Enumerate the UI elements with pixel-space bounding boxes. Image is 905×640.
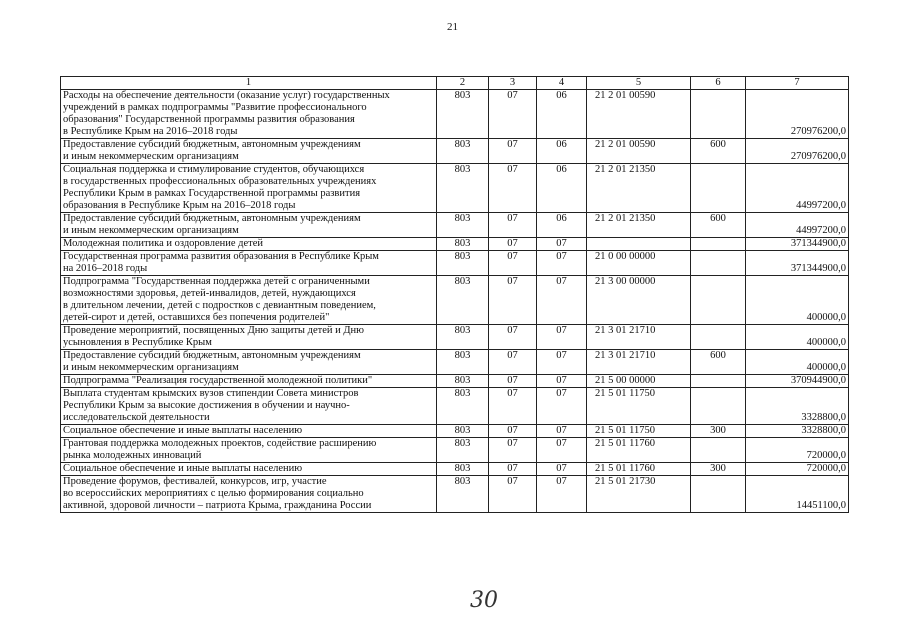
cell-target-article: 21 5 01 11750	[587, 425, 691, 438]
cell-name: Предоставление субсидий бюджетным, автономным учреждениям и иным некоммерческим организациям	[61, 350, 437, 375]
cell-section: 07	[489, 388, 537, 425]
cell-section: 07	[489, 476, 537, 513]
header-col-1: 1	[61, 77, 437, 90]
cell-expense-type: 600	[691, 139, 746, 164]
table-row	[61, 438, 849, 463]
table-row	[61, 425, 849, 438]
cell-amount: 3328800,0	[746, 388, 849, 425]
cell-ministry-code: 803	[437, 213, 489, 238]
cell-name: Подпрограмма "Государственная поддержка детей с ограниченными возможностями здоровья, детей-инвалидов, детей, нуждающихся в длительном лечении, детей с подростков с девиантным поведением, детей-сирот и детей, оставшихся без попечения родителей"	[61, 276, 437, 325]
cell-name: Проведение мероприятий, посвященных Дню защиты детей и Дню усыновления в Республике Крым	[61, 325, 437, 350]
cell-ministry-code: 803	[437, 164, 489, 213]
cell-target-article: 21 2 01 21350	[587, 164, 691, 213]
cell-expense-type	[691, 90, 746, 139]
cell-expense-type	[691, 276, 746, 325]
cell-expense-type: 300	[691, 463, 746, 476]
cell-name: Государственная программа развития образования в Республике Крым на 2016–2018 годы	[61, 251, 437, 276]
table-row	[61, 276, 849, 325]
cell-expense-type	[691, 251, 746, 276]
cell-name: Социальная поддержка и стимулирование студентов, обучающихся в государственных профессиональных образовательных учреждениях Республики Крым в рамках Государственной программы развития образования в Республике Крым на 2016–2018 годы	[61, 164, 437, 213]
table-row	[61, 350, 849, 375]
cell-name: Проведение форумов, фестивалей, конкурсов, игр, участие во всероссийских мероприятиях с целью формирования социально активной, здоровой личности – патриота Крыма, гражданина России	[61, 476, 437, 513]
cell-expense-type	[691, 164, 746, 213]
cell-subsection: 07	[537, 350, 587, 375]
cell-section: 07	[489, 164, 537, 213]
table-row	[61, 375, 849, 388]
cell-name: Выплата студентам крымских вузов стипендии Совета министров Республики Крым за высокие достижения в обучении и научно- исследовательской деятельности	[61, 388, 437, 425]
cell-subsection: 06	[537, 164, 587, 213]
cell-section: 07	[489, 350, 537, 375]
header-col-6: 6	[691, 77, 746, 90]
cell-section: 07	[489, 276, 537, 325]
handwritten-page-mark: 30	[470, 588, 498, 613]
cell-name: Подпрограмма "Реализация государственной молодежной политики"	[61, 375, 437, 388]
table-row	[61, 325, 849, 350]
cell-section: 07	[489, 425, 537, 438]
table-row	[61, 388, 849, 425]
cell-amount: 400000,0	[746, 325, 849, 350]
cell-subsection: 06	[537, 213, 587, 238]
cell-ministry-code: 803	[437, 438, 489, 463]
table-body	[61, 90, 849, 513]
cell-ministry-code: 803	[437, 276, 489, 325]
cell-ministry-code: 803	[437, 476, 489, 513]
cell-expense-type	[691, 375, 746, 388]
cell-target-article: 21 5 01 11750	[587, 388, 691, 425]
cell-ministry-code: 803	[437, 375, 489, 388]
cell-expense-type	[691, 388, 746, 425]
cell-target-article: 21 5 01 21730	[587, 476, 691, 513]
cell-ministry-code: 803	[437, 251, 489, 276]
cell-subsection: 07	[537, 276, 587, 325]
cell-target-article: 21 5 01 11760	[587, 438, 691, 463]
cell-section: 07	[489, 213, 537, 238]
cell-target-article: 21 5 01 11760	[587, 463, 691, 476]
cell-amount: 371344900,0	[746, 251, 849, 276]
cell-amount: 44997200,0	[746, 213, 849, 238]
cell-subsection: 07	[537, 425, 587, 438]
cell-target-article	[587, 238, 691, 251]
cell-target-article: 21 2 01 00590	[587, 90, 691, 139]
cell-target-article: 21 2 01 00590	[587, 139, 691, 164]
cell-expense-type	[691, 325, 746, 350]
cell-amount: 400000,0	[746, 276, 849, 325]
cell-name: Социальное обеспечение и иные выплаты населению	[61, 425, 437, 438]
page-number: 21	[447, 21, 458, 33]
cell-subsection: 06	[537, 139, 587, 164]
cell-expense-type	[691, 438, 746, 463]
cell-expense-type	[691, 476, 746, 513]
table-row	[61, 139, 849, 164]
cell-expense-type: 600	[691, 213, 746, 238]
cell-amount: 3328800,0	[746, 425, 849, 438]
cell-name: Расходы на обеспечение деятельности (оказание услуг) государственных учреждений в рамках подпрограммы "Развитие профессионального образования" Государственной программы развития образования в Республике Крым на 2016–2018 годы	[61, 90, 437, 139]
cell-section: 07	[489, 139, 537, 164]
header-col-7: 7	[746, 77, 849, 90]
cell-section: 07	[489, 438, 537, 463]
cell-ministry-code: 803	[437, 463, 489, 476]
table-row	[61, 90, 849, 139]
cell-ministry-code: 803	[437, 388, 489, 425]
cell-target-article: 21 3 01 21710	[587, 325, 691, 350]
cell-amount: 44997200,0	[746, 164, 849, 213]
cell-amount: 270976200,0	[746, 90, 849, 139]
cell-amount: 720000,0	[746, 438, 849, 463]
cell-amount: 371344900,0	[746, 238, 849, 251]
cell-amount: 720000,0	[746, 463, 849, 476]
cell-target-article: 21 3 00 00000	[587, 276, 691, 325]
budget-table	[60, 76, 849, 513]
cell-amount: 14451100,0	[746, 476, 849, 513]
cell-subsection: 07	[537, 251, 587, 276]
cell-section: 07	[489, 238, 537, 251]
cell-section: 07	[489, 90, 537, 139]
table-row	[61, 164, 849, 213]
cell-section: 07	[489, 463, 537, 476]
table-row	[61, 251, 849, 276]
table-row	[61, 476, 849, 513]
cell-ministry-code: 803	[437, 139, 489, 164]
cell-ministry-code: 803	[437, 90, 489, 139]
header-col-4: 4	[537, 77, 587, 90]
cell-subsection: 07	[537, 325, 587, 350]
cell-ministry-code: 803	[437, 238, 489, 251]
cell-subsection: 07	[537, 476, 587, 513]
cell-section: 07	[489, 251, 537, 276]
header-row	[61, 77, 849, 90]
table-row	[61, 238, 849, 251]
cell-expense-type: 600	[691, 350, 746, 375]
cell-subsection: 07	[537, 438, 587, 463]
cell-target-article: 21 3 01 21710	[587, 350, 691, 375]
table-row	[61, 463, 849, 476]
cell-amount: 400000,0	[746, 350, 849, 375]
cell-name: Предоставление субсидий бюджетным, автономным учреждениям и иным некоммерческим организациям	[61, 139, 437, 164]
cell-subsection: 06	[537, 90, 587, 139]
table-row	[61, 213, 849, 238]
cell-target-article: 21 5 00 00000	[587, 375, 691, 388]
cell-name: Предоставление субсидий бюджетным, автономным учреждениям и иным некоммерческим организациям	[61, 213, 437, 238]
cell-name: Молодежная политика и оздоровление детей	[61, 238, 437, 251]
cell-expense-type	[691, 238, 746, 251]
cell-ministry-code: 803	[437, 325, 489, 350]
cell-subsection: 07	[537, 388, 587, 425]
cell-name: Грантовая поддержка молодежных проектов, содействие расширению рынка молодежных инноваций	[61, 438, 437, 463]
cell-section: 07	[489, 375, 537, 388]
cell-subsection: 07	[537, 375, 587, 388]
header-col-5: 5	[587, 77, 691, 90]
cell-amount: 270976200,0	[746, 139, 849, 164]
cell-ministry-code: 803	[437, 425, 489, 438]
cell-target-article: 21 0 00 00000	[587, 251, 691, 276]
header-col-2: 2	[437, 77, 489, 90]
cell-subsection: 07	[537, 463, 587, 476]
cell-name: Социальное обеспечение и иные выплаты населению	[61, 463, 437, 476]
cell-amount: 370944900,0	[746, 375, 849, 388]
cell-expense-type: 300	[691, 425, 746, 438]
header-col-3: 3	[489, 77, 537, 90]
cell-subsection: 07	[537, 238, 587, 251]
cell-target-article: 21 2 01 21350	[587, 213, 691, 238]
cell-section: 07	[489, 325, 537, 350]
cell-ministry-code: 803	[437, 350, 489, 375]
